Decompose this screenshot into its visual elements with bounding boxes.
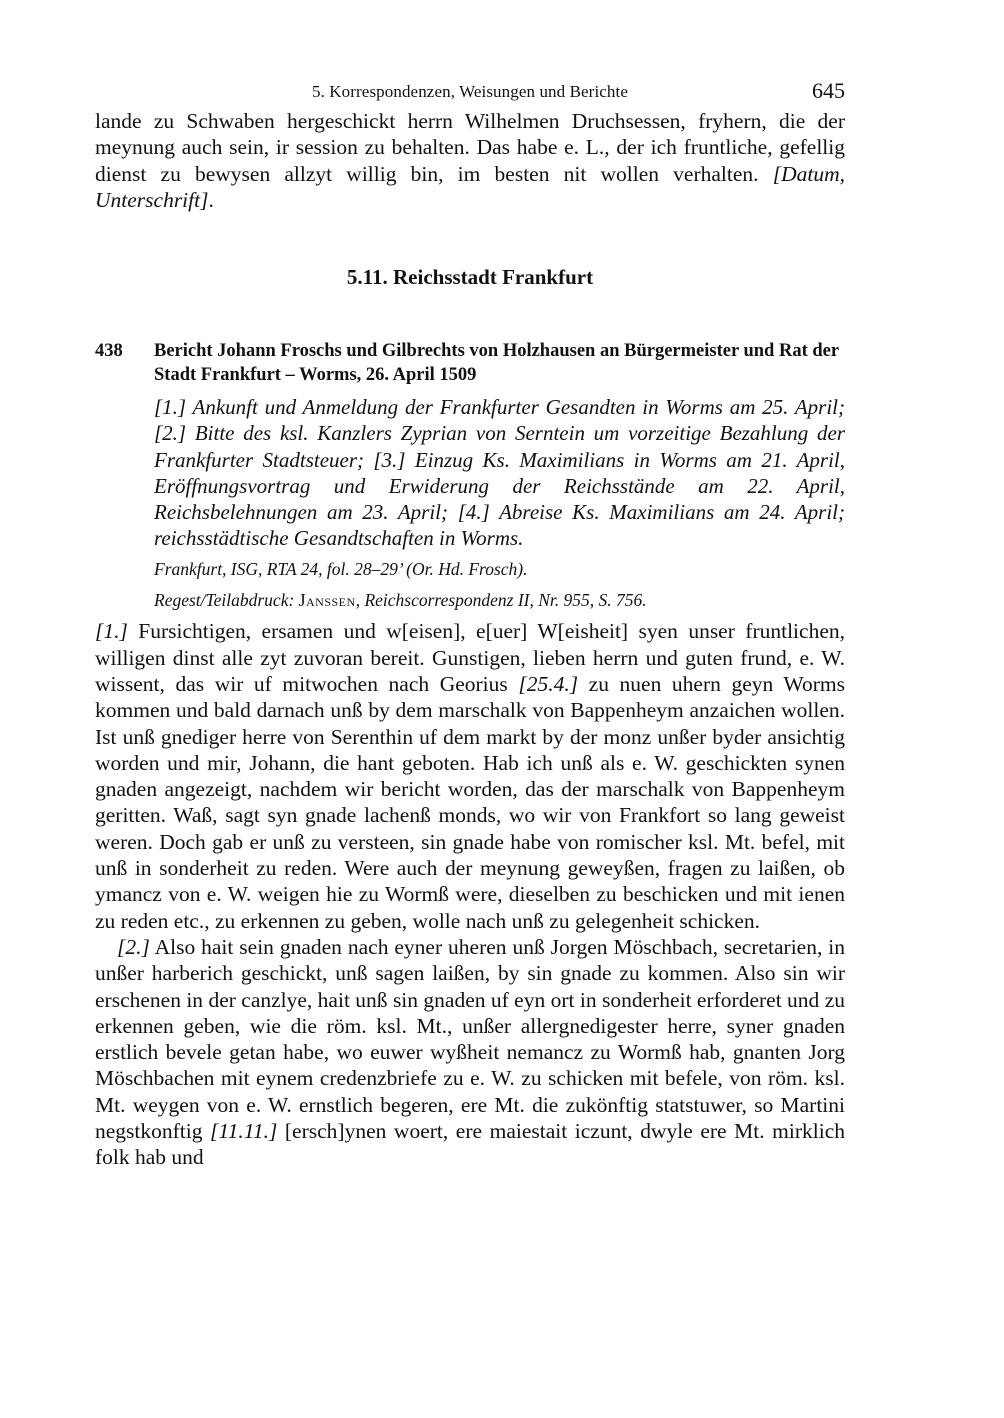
document-entry — [95, 339, 845, 612]
document-number: 438 — [95, 341, 123, 362]
regest-label: Regest/Teilabdruck: — [154, 590, 295, 611]
paragraph-1-text-b: zu nuen uhern geyn Worms kommen und bald darnach unß by dem marschalk von Bappenheym anzaichen wollen. Ist unß gnediger herre von Serenthin uf dem markt by der monz unßer byder ansichtig worden und mir, Johann, die hant geboten. Hab ich unß als e. W. geschickten synen gnaden angezeigt, nachdem wir bericht worden, das der marschalk von Bappenheym geritten. Waß, sagt syn gnade lachenß monds, wo wir von Frankfort so lang geweist weren. Doch gab er unß zu versteen, sin gnade habe von romischer ksl. Mt. befel, mit unß in sonderheit zu reden. Were auch der meynung geweyßen, fragen zu laißen, ob ymancz von e. W. weigen hie zu Wormß were, dieselben zu beschicken und mit ienen zu reden etc., zu erkennen zu geben, wolle nach unß zu gelegenheit schicken. — [95, 672, 846, 933]
section-heading: 5.11. Reichsstadt Frankfurt — [346, 265, 594, 290]
opening-text: lande zu Schwaben hergeschickt herrn Wilhelmen Druchsessen, fryhern, die der meynung auch sein, ir session zu behalten. Das habe e. L., der ich fruntliche, gefellig dienst zu bewysen allzyt willig bin, im besten nit wollen verhalten. — [95, 109, 845, 186]
paragraph-1-date: [25.4.] — [518, 672, 579, 696]
regest-author: Janssen — [298, 590, 356, 611]
opening-closing-note: [Datum, Unterschrift] — [95, 161, 845, 212]
document-title: Bericht Johann Froschs und Gilbrechts von Holzhausen an Bürgermeister und Rat der Stadt Frankfurt – Worms, 26. April 1509 — [154, 341, 839, 386]
paragraph-2-date: [11.11.] — [210, 1119, 278, 1144]
running-head — [95, 78, 845, 108]
document-summary: [1.] Ankunft und Anmeldung der Frankfurter Gesandten in Worms am 25. April; [2.] Bitte des ksl. Kanzlers Zyprian von Serntein um vorzeitige Bezahlung der Frankfurter Stadtsteuer; [3.] Einzug Ks. Maximilians in Worms am 21. April, Eröffnungsvortrag und Erwiderung der Reichsstände am 22. April, Reichsbelehnungen am 23. April; [4.] Abreise Ks. Maximilians am 24. April; reichsstädtische Gesandtschaften in Worms. — [154, 395, 845, 551]
opening-closing-punct: . — [208, 187, 214, 212]
paragraph-2-mark: [2.] — [117, 934, 150, 959]
document-regest — [154, 588, 845, 612]
page-number: 645 — [812, 78, 845, 103]
regest-reference: , Reichscorrespondenz II, Nr. 955, S. 756. — [355, 590, 647, 611]
paragraph-2-text-b: [ersch]ynen woert, ere maiestait iczunt, dwyle ere Mt. mirklich folk hab und — [95, 1119, 845, 1170]
paragraph-1-mark: [1.] — [95, 619, 128, 644]
document-page — [95, 78, 845, 1171]
document-header — [154, 339, 845, 612]
document-source: Frankfurt, ISG, RTA 24, fol. 28–29’ (Or. Hd. Frosch). — [154, 559, 528, 580]
paragraph-2 — [95, 934, 845, 1171]
paragraph-2-text-a: Also hait sein gnaden nach eyner uheren unß Jorgen Möschbach, secretarien, in unßer harberich geschickt, unß sagen laißen, by sin gnade zu kommen. Also sin wir erschenen in der canzlye, hait unß sin gnaden uf eyn ort in sonderheit erforderet und zu erkennen geben, wie die röm. ksl. Mt., unßer allergnedigester herre, syner gnaden erstlich bevele getan habe, wo euwer wyßheit nemancz zu Wormß hab, gnanten Jorg Möschbachen mit eynem credenzbriefe zu e. W. zu schicken mit befele, von röm. ksl. Mt. weygen von e. W. ernstlich begeren, ere Mt. die zukönftig statstuwer, so Martini negstkonftig — [95, 934, 845, 1144]
running-title: 5. Korrespondenzen, Weisungen und Berichte — [312, 82, 628, 101]
main-text — [95, 618, 845, 1170]
paragraph-1 — [95, 618, 845, 934]
paragraph-1-text-a: Fursichtigen, ersamen und w[eisen], e[uer] W[eisheit] syen unser fruntlichen, willigen dinst alle zyt zuvoran bereit. Gunstigen, lieben herrn und guten frund, e. W. wissent, das wir uf mitwochen nach Georius — [95, 619, 845, 696]
opening-paragraph — [95, 108, 845, 213]
